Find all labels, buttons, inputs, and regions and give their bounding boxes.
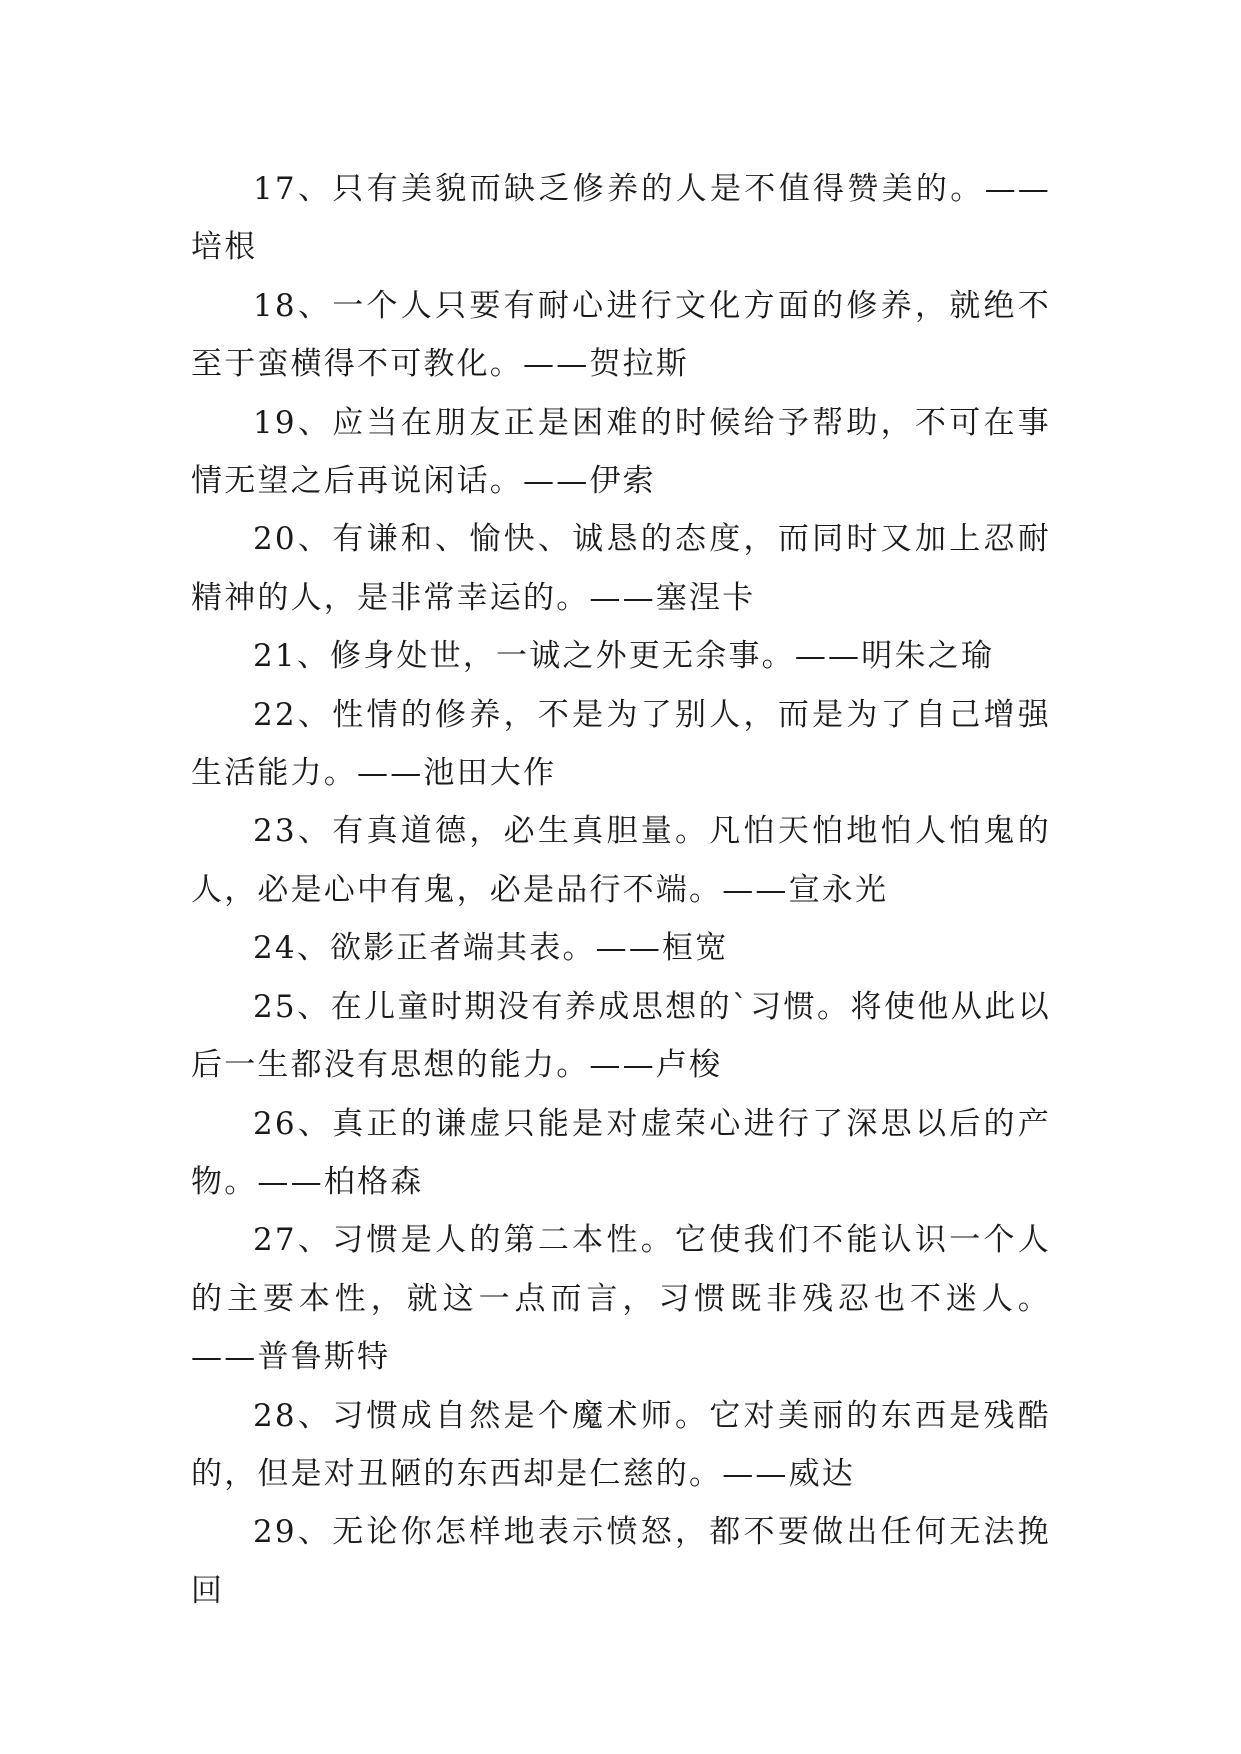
quote-21: 21、修身处世，一诚之外更无余事。——明朱之瑜 [253, 638, 995, 675]
quote-28: 28、习惯成自然是个魔术师。它对美丽的东西是残酷的，但是对丑陋的东西却是仁慈的。——威达 [191, 1397, 1051, 1492]
quote-list [191, 160, 1051, 1620]
quote-19: 19、应当在朋友正是困难的时候给予帮助，不可在事情无望之后再说闲话。——伊索 [191, 404, 1051, 500]
quote-20: 20、有谦和、愉快、诚恳的态度，而同时又加上忍耐精神的人，是非常幸运的。——塞涅卡 [191, 521, 1051, 616]
quote-18: 18、一个人只要有耐心进行文化方面的修养，就绝不至于蛮横得不可教化。——贺拉斯 [191, 287, 1051, 383]
quote-25: 25、在儿童时期没有养成思想的`习惯。将使他从此以后一生都没有思想的能力。——卢梭 [191, 988, 1051, 1084]
quote-24: 24、欲影正者端其表。——桓宽 [253, 930, 729, 967]
quote-27: 27、习惯是人的第二本性。它使我们不能认识一个人的主要本性，就这一点而言，习惯既非残忍也不迷人。——普鲁斯特 [191, 1222, 1051, 1376]
quote-26: 26、真正的谦虚只能是对虚荣心进行了深思以后的产物。——柏格森 [191, 1105, 1051, 1200]
quote-22: 22、性情的修养，不是为了别人，而是为了自己增强生活能力。——池田大作 [191, 696, 1051, 792]
quote-17: 17、只有美貌而缺乏修养的人是不值得赞美的。——培根 [191, 171, 1051, 266]
quote-23: 23、有真道德，必生真胆量。凡怕天怕地怕人怕鬼的人，必是心中有鬼，必是品行不端。——宣永光 [191, 813, 1051, 908]
quote-29: 29、无论你怎样地表示愤怒，都不要做出任何无法挽回 [191, 1514, 1051, 1609]
